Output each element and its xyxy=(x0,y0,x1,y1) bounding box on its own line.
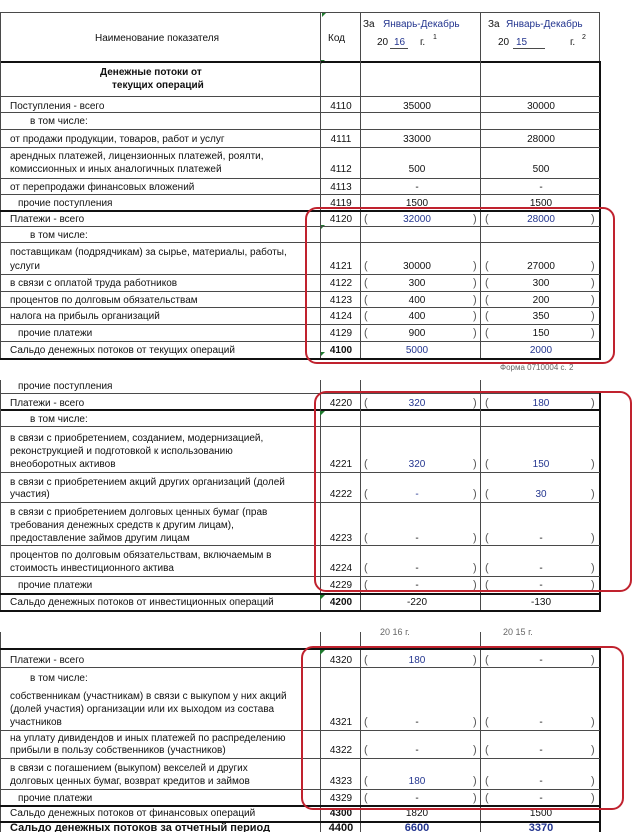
row-value-previous: 1500 xyxy=(529,198,553,209)
year-prefix-2: 20 xyxy=(498,37,510,48)
row-label: прочие платежи xyxy=(18,328,93,339)
row-value-current: 500 xyxy=(408,164,426,175)
row-code: 4321 xyxy=(329,717,353,728)
row-value-previous: - xyxy=(539,580,543,591)
row-value-previous: -130 xyxy=(530,597,551,608)
row-label-line3: внеоборотных активов xyxy=(10,459,116,470)
row-label: Поступления - всего xyxy=(10,101,105,112)
row-value-current: - xyxy=(415,745,419,756)
row-value-current: - xyxy=(415,793,419,804)
row-value-previous: 28000 xyxy=(527,134,555,145)
row-label: в том числе: xyxy=(30,673,88,684)
row-label: в связи с погашением (выкупом) векселей и других xyxy=(10,763,248,774)
row-label-line2: реконструкцией и подготовкой к использованию xyxy=(10,446,233,457)
footnote-2: 2 xyxy=(582,34,586,41)
row-label-line2: стоимость инвестиционного актива xyxy=(10,563,174,574)
row-code: 4113 xyxy=(330,182,352,193)
row-value-previous: 180 xyxy=(532,398,550,409)
row-value-current: - xyxy=(415,533,419,544)
row-label: поставщикам (подрядчикам) за сырье, материалы, работы, xyxy=(10,247,287,258)
year-prefix-1: 20 xyxy=(377,37,389,48)
row-code: 4122 xyxy=(329,278,353,289)
row-value-previous: 150 xyxy=(532,459,550,470)
row-code: 4322 xyxy=(329,745,353,756)
row-value-previous: 300 xyxy=(532,278,550,289)
row-label: в связи с оплатой труда работников xyxy=(10,278,178,289)
row-value-current: 300 xyxy=(408,278,426,289)
row-value-previous: 3370 xyxy=(528,822,554,832)
highlight-box-investing-payments xyxy=(314,391,632,592)
row-code: 4221 xyxy=(329,459,353,470)
row-value-previous: - xyxy=(539,533,543,544)
row-label: в том числе: xyxy=(30,116,88,127)
row-value-previous: - xyxy=(539,182,543,193)
row-label: налога на прибыль организаций xyxy=(10,311,160,322)
row-label: на уплату дивидендов и иных платежей по распределению xyxy=(10,733,286,744)
row-value-current: - xyxy=(415,489,419,500)
row-code: 4200 xyxy=(329,597,353,608)
row-value-current: - xyxy=(415,717,419,728)
row-code: 4220 xyxy=(329,398,353,409)
row-label: процентов по долговым обязательствам xyxy=(10,295,198,306)
indicator-name-header: Наименование показателя xyxy=(95,33,219,44)
row-label: в том числе: xyxy=(30,230,88,241)
row-label: в связи с приобретением долговых ценных бумаг (прав xyxy=(10,507,268,518)
section-title-operating-1: Денежные потоки от xyxy=(100,67,202,78)
row-value-current: 400 xyxy=(408,311,426,322)
cut-header-year-1: 20 16 г. xyxy=(380,627,410,637)
row-code: 4123 xyxy=(329,295,353,306)
row-value-current: 400 xyxy=(408,295,426,306)
form-note: Форма 0710004 с. 2 xyxy=(500,363,574,372)
row-value-previous: - xyxy=(539,655,543,666)
row-label: арендных платежей, лицензионных платежей, роялти, xyxy=(10,151,264,162)
row-value-previous: 28000 xyxy=(527,214,555,225)
row-value-current: 180 xyxy=(408,776,426,787)
row-value-previous: - xyxy=(539,776,543,787)
row-code: 4224 xyxy=(329,563,353,574)
row-label: прочие платежи xyxy=(18,580,93,591)
row-value-previous: 1500 xyxy=(529,808,553,819)
row-value-current: 1500 xyxy=(405,198,429,209)
row-value-previous: 500 xyxy=(532,164,550,175)
row-label: прочие поступления xyxy=(18,198,113,209)
row-label-line3: предоставление займов другим лицам xyxy=(10,533,190,544)
row-label: Платежи - всего xyxy=(10,398,85,409)
row-code: 4100 xyxy=(329,345,353,356)
row-value-previous: - xyxy=(539,717,543,728)
row-label-line3: участников xyxy=(10,717,62,728)
row-code: 4111 xyxy=(330,134,352,145)
row-code: 4112 xyxy=(330,164,352,175)
row-value-current: 33000 xyxy=(403,134,431,145)
code-header: Код xyxy=(328,33,346,44)
row-code: 4223 xyxy=(329,533,353,544)
row-label-line2: услуги xyxy=(10,261,40,272)
row-value-previous: - xyxy=(539,745,543,756)
row-label: прочие платежи xyxy=(18,793,93,804)
row-value-current: 320 xyxy=(408,398,426,409)
row-value-current: 30000 xyxy=(403,261,431,272)
row-code: 4400 xyxy=(328,822,354,832)
row-value-previous: 30000 xyxy=(527,101,555,112)
row-code: 4110 xyxy=(330,101,352,112)
section-title-operating-2: текущих операций xyxy=(112,80,204,91)
cut-off-row-label: прочие поступления xyxy=(18,381,113,392)
row-value-current: 5000 xyxy=(405,345,429,356)
row-code: 4222 xyxy=(329,489,353,500)
cut-header-year-2: 20 15 г. xyxy=(503,627,533,637)
row-value-previous: - xyxy=(539,563,543,574)
row-label-line2: долговых ценных бумаг, возврат кредитов и займов xyxy=(10,776,250,787)
row-label-line2: комиссионных и иных аналогичных платежей xyxy=(10,164,222,175)
row-value-current: 32000 xyxy=(403,214,431,225)
row-label-line2: требования денежных средств к другим лицам), xyxy=(10,520,234,531)
highlight-box-financing-payments xyxy=(301,646,624,810)
period-prefix-1: За xyxy=(363,19,375,30)
row-label-line2: (долей участия) организации или их выходом из состава xyxy=(10,704,275,715)
row-label: в связи с приобретением акций других организаций (долей xyxy=(10,477,285,488)
period-label-1: Январь-Декабрь xyxy=(383,19,460,30)
row-value-current: - xyxy=(415,580,419,591)
row-value-previous: 150 xyxy=(532,328,550,339)
row-value-current: 35000 xyxy=(403,101,431,112)
row-label: Платежи - всего xyxy=(10,214,85,225)
footnote-1: 1 xyxy=(433,34,437,41)
row-code: 4124 xyxy=(329,311,353,322)
row-value-current: - xyxy=(415,182,419,193)
year-suffix-1: 16 xyxy=(394,37,406,48)
row-code: 4129 xyxy=(329,328,353,339)
row-value-previous: 30 xyxy=(535,489,547,500)
period-label-2: Январь-Декабрь xyxy=(506,19,583,30)
row-code: 4120 xyxy=(329,214,353,225)
row-label-total: Сальдо денежных потоков от финансовых операций xyxy=(10,808,256,819)
year-suffix-2: 15 xyxy=(516,37,528,48)
row-code: 4323 xyxy=(329,776,353,787)
row-value-current: 320 xyxy=(408,459,426,470)
row-value-previous: 27000 xyxy=(527,261,555,272)
row-label: процентов по долговым обязательствам, включаемым в xyxy=(10,550,272,561)
row-label: от продажи продукции, товаров, работ и услуг xyxy=(10,134,225,145)
row-label-total: Сальдо денежных потоков от инвестиционных операций xyxy=(10,597,274,608)
year-unit-2: г. xyxy=(570,37,576,48)
row-code: 4329 xyxy=(329,793,353,804)
row-value-current: 180 xyxy=(408,655,426,666)
row-value-previous: 350 xyxy=(532,311,550,322)
year-unit-1: г. xyxy=(420,37,426,48)
row-value-current: 1820 xyxy=(405,808,429,819)
highlight-box-operating-payments xyxy=(305,207,615,364)
row-value-current: 6600 xyxy=(404,822,430,832)
row-label-line2: прибыли в пользу собственников (участников) xyxy=(10,745,226,756)
row-value-current: 900 xyxy=(408,328,426,339)
row-label: в связи с приобретением, созданием, модернизацией, xyxy=(10,433,264,444)
row-code: 4300 xyxy=(329,808,353,819)
row-label: в том числе: xyxy=(30,414,88,425)
row-value-current: -220 xyxy=(406,597,427,608)
row-code: 4121 xyxy=(329,261,353,272)
row-label: Платежи - всего xyxy=(10,655,85,666)
row-value-previous: - xyxy=(539,793,543,804)
row-label-total: Сальдо денежных потоков от текущих операций xyxy=(10,345,235,356)
row-value-previous: 200 xyxy=(532,295,550,306)
row-label-line2: участия) xyxy=(10,489,50,500)
row-value-current: - xyxy=(415,563,419,574)
row-label: от перепродажи финансовых вложений xyxy=(10,182,195,193)
row-label-grand-total: Сальдо денежных потоков за отчетный период xyxy=(10,822,271,832)
period-prefix-2: За xyxy=(488,19,500,30)
row-value-previous: 2000 xyxy=(529,345,553,356)
row-label: собственникам (участникам) в связи с выкупом у них акций xyxy=(10,691,287,702)
row-code: 4229 xyxy=(329,580,353,591)
row-code: 4119 xyxy=(330,198,352,209)
row-code: 4320 xyxy=(329,655,353,666)
